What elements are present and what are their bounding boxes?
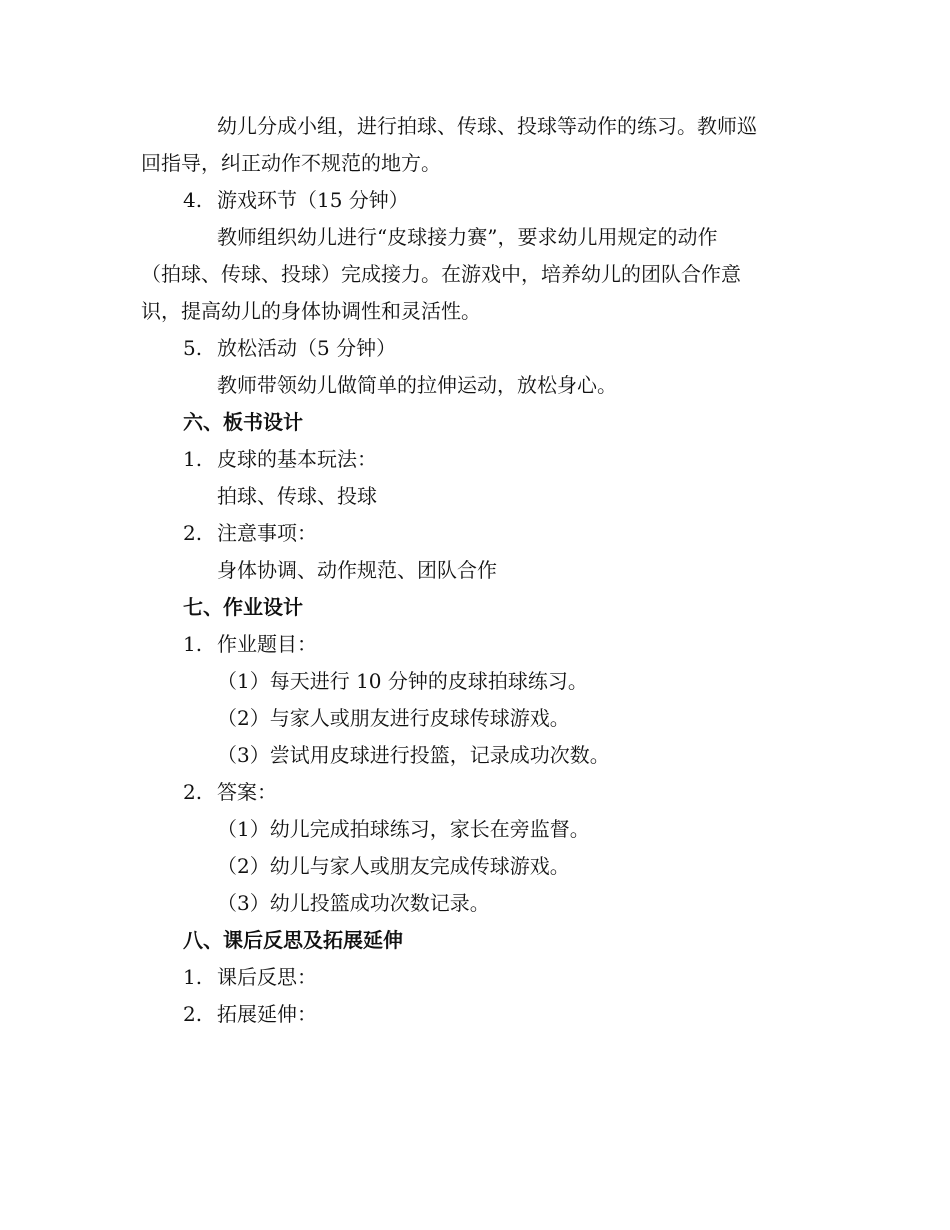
list-item-label: 答案： [217, 780, 277, 804]
section-heading-blackboard: 六、板书设计 [183, 410, 303, 434]
list-item [183, 778, 277, 806]
homework-task: （2）与家人或朋友进行皮球传球游戏。 [217, 706, 570, 730]
relax-paragraph-line-1: 教师带领幼儿做简单的拉伸运动，放松身心。 [217, 373, 617, 397]
relax-step-title [183, 334, 396, 362]
homework-task: （3）尝试用皮球进行投篮，记录成功次数。 [217, 743, 610, 767]
list-item [183, 630, 317, 658]
list-number: 1. [183, 447, 203, 471]
list-item-label: 皮球的基本玩法： [217, 447, 377, 471]
game-step-title [183, 186, 409, 214]
homework-task: （1）每天进行 10 分钟的皮球拍球练习。 [217, 669, 588, 693]
list-number: 1. [183, 965, 203, 989]
list-number: 5. [183, 336, 203, 360]
list-item-detail: 拍球、传球、投球 [217, 484, 377, 508]
list-item-label: 拓展延伸： [217, 1002, 317, 1026]
list-item [183, 519, 317, 547]
list-number: 4. [183, 188, 203, 212]
list-number: 2. [183, 1002, 203, 1026]
list-item [183, 1000, 317, 1028]
step-label: 放松活动（5 分钟） [217, 336, 397, 360]
practice-paragraph-line-1: 幼儿分成小组，进行拍球、传球、投球等动作的练习。教师巡 [217, 114, 757, 138]
game-paragraph-line-3: 识，提高幼儿的身体协调性和灵活性。 [141, 299, 481, 323]
list-item-detail: 身体协调、动作规范、团队合作 [217, 558, 497, 582]
game-paragraph-line-1: 教师组织幼儿进行“皮球接力赛”，要求幼儿用规定的动作 [217, 225, 718, 249]
step-label: 游戏环节（15 分钟） [217, 188, 409, 212]
game-paragraph-line-2: （拍球、传球、投球）完成接力。在游戏中，培养幼儿的团队合作意 [141, 262, 741, 286]
list-number: 1. [183, 632, 203, 656]
list-number: 2. [183, 780, 203, 804]
section-heading-homework: 七、作业设计 [183, 595, 303, 619]
section-heading-reflection: 八、课后反思及拓展延伸 [183, 928, 403, 952]
list-item-label: 作业题目： [217, 632, 317, 656]
homework-answer: （3）幼儿投篮成功次数记录。 [217, 891, 490, 915]
homework-answer: （1）幼儿完成拍球练习，家长在旁监督。 [217, 817, 590, 841]
list-item [183, 445, 377, 473]
practice-paragraph-line-2: 回指导，纠正动作不规范的地方。 [141, 151, 441, 175]
list-number: 2. [183, 521, 203, 545]
list-item-label: 课后反思： [217, 965, 317, 989]
list-item-label: 注意事项： [217, 521, 317, 545]
homework-answer: （2）幼儿与家人或朋友完成传球游戏。 [217, 854, 570, 878]
list-item [183, 963, 317, 991]
